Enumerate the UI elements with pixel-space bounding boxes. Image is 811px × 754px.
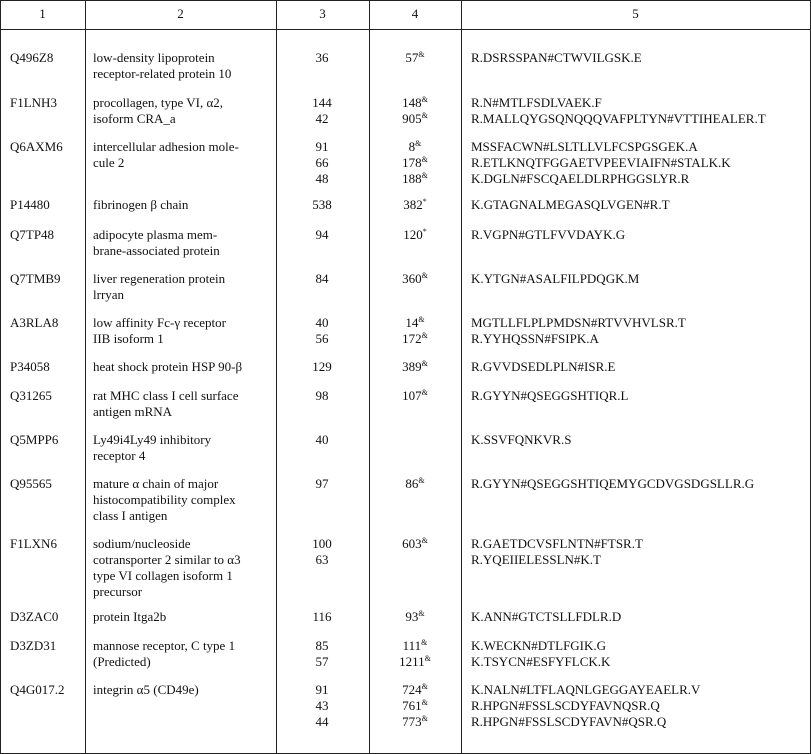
protein-name-line: liver regeneration protein — [93, 271, 226, 286]
site-position: 93& — [405, 609, 425, 624]
peptide-sequence: R.GYYN#QSEGGSHTIQEMYGCDVGSDGSLLR.G — [471, 476, 755, 491]
accession-id: Q95565 — [10, 476, 52, 491]
protein-name-line: intercellular adhesion mole- — [93, 139, 239, 154]
protein-name-line: isoform CRA_a — [93, 111, 176, 126]
protein-name — [93, 315, 273, 347]
site-marker: & — [418, 609, 425, 618]
site-marker: & — [415, 139, 422, 148]
site-position: 172& — [402, 331, 428, 346]
accession-id: D3ZAC0 — [10, 609, 59, 624]
protein-name-line: lrryan — [93, 287, 125, 302]
site-marker: & — [421, 359, 428, 368]
site-marker: & — [421, 682, 428, 691]
site-position: 111& — [402, 638, 428, 653]
peptide-sequence: R.GAETDCVSFLNTN#FTSR.T — [471, 536, 643, 551]
site-position: 1211& — [399, 654, 431, 669]
site-position: 603& — [402, 536, 428, 551]
site-position: 905& — [402, 111, 428, 126]
peptide-sequences — [471, 50, 811, 66]
peptide-sequence: K.TSYCN#ESFYFLCK.K — [471, 654, 611, 669]
peptide-sequences — [471, 682, 811, 730]
protein-name — [93, 271, 273, 303]
protein-name-line: protein Itga2b — [93, 609, 167, 624]
protein-name — [93, 638, 273, 670]
col3-values — [276, 197, 368, 213]
peptide-sequences — [471, 271, 811, 287]
peptide-sequence: K.DGLN#FSCQAELDLRPHGGSLYR.R — [471, 171, 690, 186]
col3-value: 97 — [315, 476, 329, 491]
col3-value: 91 — [315, 682, 329, 697]
site-position: 14& — [405, 315, 425, 330]
header-col-1: 1 — [39, 6, 46, 21]
accession-id: P14480 — [10, 197, 50, 212]
header-col-4: 4 — [411, 6, 419, 21]
protein-name-line: type VI collagen isoform 1 — [93, 568, 233, 583]
site-marker: & — [418, 315, 425, 324]
col3-value: 57 — [315, 654, 329, 669]
peptide-sequence: K.NALN#LTFLAQNLGEGGAYEAELR.V — [471, 682, 701, 697]
peptide-sequence: R.ETLKNQTFGGAETVPEEVIAIFN#STALK.K — [471, 155, 731, 170]
site-positions — [370, 50, 460, 66]
site-position: 148& — [402, 95, 428, 110]
accession-id: P34058 — [10, 359, 50, 374]
col3-value: 44 — [315, 714, 329, 729]
site-marker: & — [421, 638, 428, 647]
site-marker: & — [418, 50, 425, 59]
protein-name-line: precursor — [93, 584, 143, 599]
peptide-sequence: R.HPGN#FSSLSCDYFAVNQSR.Q — [471, 698, 660, 713]
protein-name — [93, 476, 273, 524]
accession-id: Q4G017.2 — [10, 682, 65, 697]
peptide-sequence: K.YTGN#ASALFILPDQGK.M — [471, 271, 640, 286]
col3-values — [276, 359, 368, 375]
peptide-sequence: R.YQEIIELESSLN#K.T — [471, 552, 601, 567]
protein-name-line: sodium/nucleoside — [93, 536, 191, 551]
col3-values — [276, 315, 368, 347]
site-marker: & — [421, 714, 428, 723]
protein-name-line: fibrinogen β chain — [93, 197, 189, 212]
site-positions — [370, 315, 460, 347]
peptide-sequences — [471, 638, 811, 670]
col3-values — [276, 50, 368, 66]
site-marker: * — [422, 227, 427, 236]
site-marker: & — [421, 388, 428, 397]
peptide-sequences — [471, 197, 811, 213]
protein-name-line: class I antigen — [93, 508, 168, 523]
col3-value: 98 — [315, 388, 329, 403]
site-marker: & — [421, 111, 428, 120]
peptide-sequence: K.GTAGNALMEGASQLVGEN#R.T — [471, 197, 670, 212]
peptide-sequence: R.VGPN#GTLFVVDAYK.G — [471, 227, 626, 242]
col3-value: 36 — [315, 50, 329, 65]
protein-name — [93, 388, 273, 420]
accession-id: Q6AXM6 — [10, 139, 63, 154]
peptide-sequence: K.WECKN#DTLFGIK.G — [471, 638, 607, 653]
protein-name-line: heat shock protein HSP 90-β — [93, 359, 243, 374]
col3-value: 40 — [315, 315, 329, 330]
site-position: 389& — [402, 359, 428, 374]
site-position: 188& — [402, 171, 428, 186]
accession-id: F1LXN6 — [10, 536, 57, 551]
peptide-sequences — [471, 476, 811, 492]
accession-id: Q496Z8 — [10, 50, 54, 65]
protein-name-line: brane-associated protein — [93, 243, 220, 258]
accession-id: Q7TP48 — [10, 227, 55, 242]
protein-name — [93, 682, 273, 698]
protein-name-line: procollagen, type VI, α2, — [93, 95, 224, 110]
accession-id: Q31265 — [10, 388, 52, 403]
protein-name-line: mature α chain of major — [93, 476, 219, 491]
site-position: 382* — [403, 197, 427, 212]
col3-value: 91 — [315, 139, 329, 154]
col3-value: 538 — [312, 197, 332, 212]
peptide-sequence: K.ANN#GTCTSLLFDLR.D — [471, 609, 622, 624]
protein-name — [93, 432, 273, 464]
col3-value: 100 — [312, 536, 332, 551]
peptide-sequence: R.YYHQSSN#FSIPK.A — [471, 331, 599, 346]
col3-value: 48 — [315, 171, 329, 186]
protein-name-line: adipocyte plasma mem- — [93, 227, 218, 242]
col3-value: 63 — [315, 552, 329, 567]
peptide-sequences — [471, 139, 811, 187]
peptide-sequence: R.DSRSSPAN#CTWVILGSK.E — [471, 50, 642, 65]
col3-value: 56 — [315, 331, 329, 346]
col3-value: 43 — [315, 698, 329, 713]
peptide-sequences — [471, 95, 811, 127]
header-col-3: 3 — [319, 6, 326, 21]
col3-values — [276, 609, 368, 625]
protein-name — [93, 50, 273, 82]
col3-value: 94 — [315, 227, 329, 242]
site-marker: & — [424, 654, 431, 663]
peptide-sequence: R.GYYN#QSEGGSHTIQR.L — [471, 388, 629, 403]
protein-name — [93, 197, 273, 213]
col3-values — [276, 536, 368, 568]
site-positions — [370, 197, 460, 213]
site-positions — [370, 609, 460, 625]
site-positions — [370, 388, 460, 404]
site-marker: & — [421, 698, 428, 707]
site-position: 120* — [403, 227, 427, 242]
peptide-sequences — [471, 315, 811, 347]
col3-values — [276, 227, 368, 243]
site-marker: & — [421, 536, 428, 545]
site-position: 360& — [402, 271, 428, 286]
protein-name-line: rat MHC class I cell surface — [93, 388, 239, 403]
peptide-sequence: R.N#MTLFSDLVAEK.F — [471, 95, 602, 110]
site-marker: & — [421, 331, 428, 340]
col3-value: 85 — [315, 638, 329, 653]
peptide-sequence: R.HPGN#FSSLSCDYFAVN#QSR.Q — [471, 714, 667, 729]
site-positions — [370, 271, 460, 287]
peptide-sequences — [471, 609, 811, 625]
peptide-sequence: MGTLLFLPLPMDSN#RTVVHVLSR.T — [471, 315, 686, 330]
col3-value: 116 — [312, 609, 332, 624]
site-positions — [370, 638, 460, 670]
col3-values — [276, 271, 368, 287]
col3-values — [276, 95, 368, 127]
protein-name-line: cotransporter 2 similar to α3 — [93, 552, 241, 567]
accession-id: A3RLA8 — [10, 315, 59, 330]
col3-values — [276, 682, 368, 730]
col3-value: 84 — [315, 271, 329, 286]
protein-name — [93, 95, 273, 127]
protein-name-line: low affinity Fc-γ receptor — [93, 315, 226, 330]
col3-values — [276, 476, 368, 492]
protein-name-line: low-density lipoprotein — [93, 50, 215, 65]
site-position: 8& — [408, 139, 422, 154]
col3-value: 66 — [315, 155, 329, 170]
protein-name — [93, 609, 273, 625]
col3-value: 42 — [315, 111, 329, 126]
site-marker: & — [418, 476, 425, 485]
site-positions — [370, 476, 460, 492]
peptide-sequence: MSSFACWN#LSLTLLVLFCSPGSGEK.A — [471, 139, 698, 154]
col3-values — [276, 432, 368, 448]
site-position: 86& — [405, 476, 425, 491]
site-positions — [370, 359, 460, 375]
protein-name-line: cule 2 — [93, 155, 125, 170]
site-position: 773& — [402, 714, 428, 729]
site-position: 724& — [402, 682, 428, 697]
site-marker: & — [421, 271, 428, 280]
col3-values — [276, 638, 368, 670]
col3-value: 129 — [312, 359, 332, 374]
accession-id: D3ZD31 — [10, 638, 57, 653]
peptide-sequences — [471, 227, 811, 243]
site-marker: & — [421, 155, 428, 164]
protein-name-line: (Predicted) — [93, 654, 151, 669]
protein-name-line: integrin α5 (CD49e) — [93, 682, 199, 697]
protein-name-line: receptor-related protein 10 — [93, 66, 232, 81]
col3-values — [276, 388, 368, 404]
site-marker: & — [421, 171, 428, 180]
site-positions — [370, 682, 460, 730]
protein-name-line: antigen mRNA — [93, 404, 173, 419]
protein-name-line: mannose receptor, C type 1 — [93, 638, 236, 653]
site-marker: & — [421, 95, 428, 104]
peptide-sequences — [471, 359, 811, 375]
peptide-sequences — [471, 432, 811, 448]
site-position: 178& — [402, 155, 428, 170]
peptide-sequences — [471, 388, 811, 404]
site-positions — [370, 139, 460, 187]
col3-value: 144 — [312, 95, 332, 110]
site-marker: * — [422, 197, 427, 206]
accession-id: Q7TMB9 — [10, 271, 61, 286]
col3-value: 40 — [315, 432, 329, 447]
peptide-sequence: R.MALLQYGSQNQQQVAFPLTYN#VTTIHEALER.T — [471, 111, 766, 126]
site-position: 107& — [402, 388, 428, 403]
protein-name-line: histocompatibility complex — [93, 492, 236, 507]
peptide-sequence: R.GVVDSEDLPLN#ISR.E — [471, 359, 616, 374]
protein-name — [93, 139, 273, 171]
peptide-sequences — [471, 536, 811, 568]
protein-name — [93, 227, 273, 259]
site-positions — [370, 536, 460, 552]
site-position: 57& — [405, 50, 425, 65]
accession-id: F1LNH3 — [10, 95, 57, 110]
protein-name-line: receptor 4 — [93, 448, 146, 463]
col3-values — [276, 139, 368, 187]
protein-name-line: Ly49i4Ly49 inhibitory — [93, 432, 212, 447]
protein-name — [93, 359, 273, 375]
protein-name — [93, 536, 273, 600]
site-positions — [370, 227, 460, 243]
header-col-2: 2 — [177, 6, 184, 21]
header-col-5: 5 — [632, 6, 639, 21]
accession-id: Q5MPP6 — [10, 432, 59, 447]
peptide-sequence: K.SSVFQNKVR.S — [471, 432, 572, 447]
site-positions — [370, 95, 460, 127]
site-position: 761& — [402, 698, 428, 713]
protein-name-line: IIB isoform 1 — [93, 331, 164, 346]
